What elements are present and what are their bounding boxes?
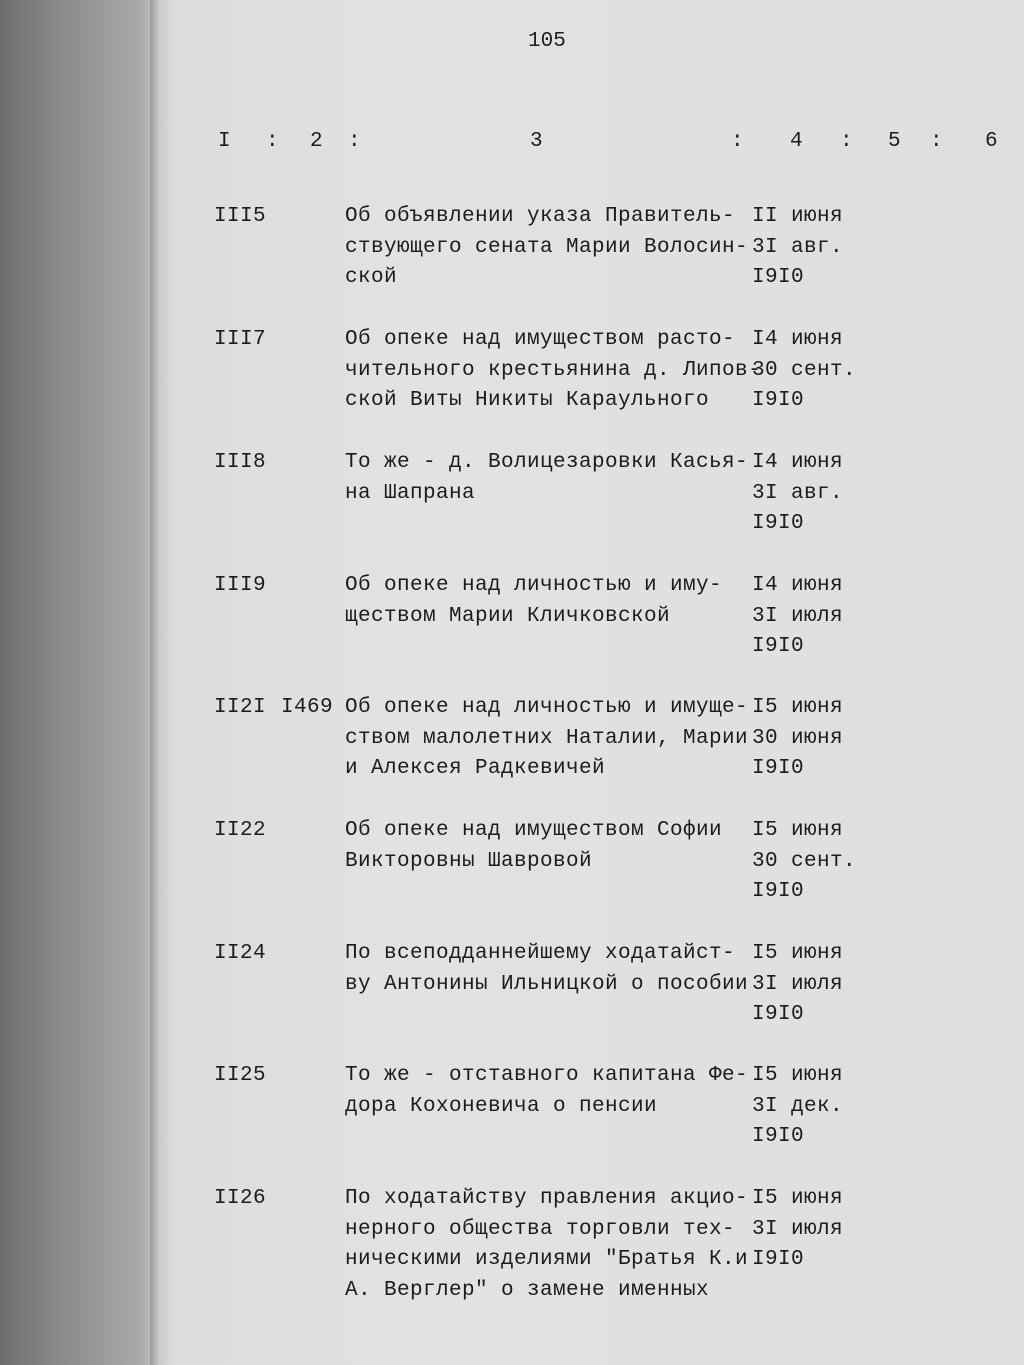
item-number: II24: [214, 942, 267, 965]
description-line: ством малолетних Наталии, Марии: [345, 726, 749, 750]
column-separator: :: [930, 130, 943, 153]
description-line: То же - отставного капитана Фе-: [345, 1064, 749, 1087]
date-line: 3I авг.: [752, 481, 844, 505]
item-description: [345, 202, 748, 294]
inventory-entry: [0, 1061, 1024, 1191]
date-line: I5 июня: [752, 1187, 844, 1210]
date-line: 3I июля: [752, 604, 844, 628]
column-header: 6: [985, 130, 998, 153]
description-line: ской Виты Никиты Караульного: [345, 389, 710, 412]
description-line: ствующего сената Марии Волосин-: [345, 235, 749, 259]
item-description: [345, 816, 722, 877]
item-number: II22: [214, 819, 267, 842]
description-line: и Алексея Радкевичей: [345, 757, 606, 780]
description-line: По ходатайству правления акцио-: [345, 1187, 749, 1210]
item-description: [345, 325, 761, 417]
description-line: ническими изделиями "Братья К.и: [345, 1248, 749, 1271]
date-line: I9I0: [752, 1248, 805, 1271]
date-line: 30 сент.: [752, 358, 857, 382]
date-line: 30 июня: [752, 726, 844, 750]
item-description: [345, 571, 722, 632]
inventory-entry: [0, 571, 1024, 701]
description-line: Об опеке над личностью и имуще-: [345, 696, 749, 719]
item-number: III5: [214, 205, 267, 228]
description-line: Об опеке над имуществом Софии: [345, 819, 723, 842]
inventory-entry: [0, 939, 1024, 1069]
description-line: Об опеке над имуществом расто-: [345, 328, 736, 351]
date-line: I5 июня: [752, 1064, 844, 1087]
column-header: 5: [888, 130, 901, 153]
description-line: По всеподданнейшему ходатайст-: [345, 942, 736, 965]
date-line: 30 сент.: [752, 849, 857, 873]
item-description: [345, 1184, 748, 1306]
date-line: 3I июля: [752, 1217, 844, 1241]
description-line: нерного общества торговли тех-: [345, 1217, 736, 1241]
item-dates: [752, 325, 856, 417]
description-line: Викторовны Шавровой: [345, 849, 593, 873]
date-line: I4 июня: [752, 451, 844, 474]
date-line: II июня: [752, 205, 844, 228]
column-separator: :: [840, 130, 853, 153]
date-line: I9I0: [752, 757, 805, 780]
column-header: 4: [790, 130, 803, 153]
item-dates: [752, 448, 843, 540]
date-line: I4 июня: [752, 328, 844, 351]
column-header: I: [218, 130, 231, 153]
item-dates: [752, 1184, 843, 1276]
date-line: I9I0: [752, 880, 805, 903]
column-separator: :: [348, 130, 361, 153]
old-item-number: I469: [281, 696, 334, 719]
item-dates: [752, 571, 843, 663]
inventory-entry: [0, 448, 1024, 578]
item-description: [345, 693, 748, 785]
date-line: 3I июля: [752, 972, 844, 996]
description-line: на Шапрана: [345, 481, 476, 505]
item-description: [345, 448, 748, 509]
description-line: чительного крестьянина д. Липов-: [345, 358, 762, 382]
description-line: А. Верглер" о замене именных: [345, 1278, 710, 1302]
description-line: ву Антонины Ильницкой о пособии: [345, 972, 749, 996]
date-line: 3I авг.: [752, 235, 844, 259]
item-dates: [752, 816, 856, 908]
description-line: То же - д. Волицезаровки Касья-: [345, 451, 749, 474]
item-number: III8: [214, 451, 267, 474]
description-line: ществом Марии Кличковской: [345, 604, 671, 628]
description-line: ской: [345, 266, 398, 289]
item-number: III9: [214, 574, 267, 597]
column-separator: :: [731, 130, 744, 153]
date-line: I9I0: [752, 512, 805, 535]
page-number: 105: [528, 30, 566, 53]
item-number: II25: [214, 1064, 267, 1087]
inventory-entry: [0, 325, 1024, 455]
item-description: [345, 1061, 748, 1122]
item-number: III7: [214, 328, 267, 351]
item-dates: [752, 693, 843, 785]
date-line: I5 июня: [752, 696, 844, 719]
date-line: 3I дек.: [752, 1094, 844, 1118]
description-line: Об объявлении указа Правитель-: [345, 205, 736, 228]
column-header: 3: [530, 130, 543, 153]
inventory-entry: [0, 816, 1024, 946]
date-line: I4 июня: [752, 574, 844, 597]
date-line: I9I0: [752, 1125, 805, 1148]
description-line: дора Кохоневича о пенсии: [345, 1094, 658, 1118]
date-line: I9I0: [752, 266, 805, 289]
item-number: II2I: [214, 696, 267, 719]
inventory-entry: [0, 1184, 1024, 1314]
inventory-entry: [0, 693, 1024, 823]
item-dates: [752, 1061, 843, 1153]
date-line: I5 июня: [752, 819, 844, 842]
date-line: I5 июня: [752, 942, 844, 965]
item-dates: [752, 202, 843, 294]
date-line: I9I0: [752, 635, 805, 658]
item-description: [345, 939, 748, 1000]
item-dates: [752, 939, 843, 1031]
column-header: 2: [310, 130, 323, 153]
column-separator: :: [266, 130, 279, 153]
date-line: I9I0: [752, 389, 805, 412]
date-line: I9I0: [752, 1003, 805, 1026]
description-line: Об опеке над личностью и иму-: [345, 574, 723, 597]
item-number: II26: [214, 1187, 267, 1210]
inventory-entry: [0, 202, 1024, 332]
